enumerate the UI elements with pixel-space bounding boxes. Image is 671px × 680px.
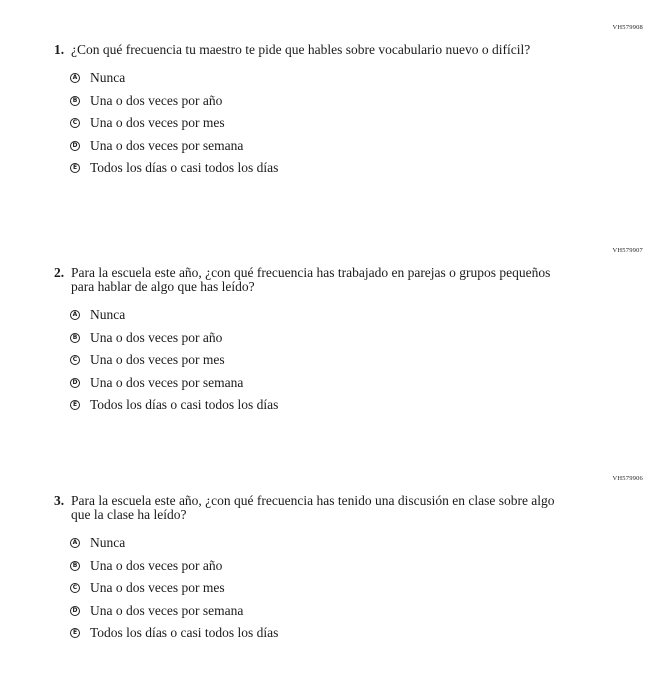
answer-label: Una o dos veces por mes bbox=[90, 580, 225, 596]
answer-option-c[interactable] bbox=[70, 577, 574, 600]
item-code: VH579907 bbox=[612, 247, 643, 254]
answer-bubble-d[interactable]: D bbox=[70, 378, 80, 388]
item-code: VH579908 bbox=[612, 24, 643, 31]
answer-bubble-e[interactable]: E bbox=[70, 628, 80, 638]
answer-option-a[interactable] bbox=[70, 532, 574, 555]
question-3 bbox=[54, 494, 574, 645]
answer-bubble-b[interactable]: B bbox=[70, 333, 80, 343]
question-2 bbox=[54, 266, 574, 417]
answer-bubble-a[interactable]: A bbox=[70, 310, 80, 320]
question-number: 2. bbox=[54, 265, 65, 280]
answer-bubble-d[interactable]: D bbox=[70, 606, 80, 616]
answer-option-e[interactable] bbox=[70, 622, 574, 645]
answer-options bbox=[70, 304, 574, 417]
answer-option-a[interactable] bbox=[70, 304, 574, 327]
answer-option-d[interactable] bbox=[70, 600, 574, 623]
answer-bubble-c[interactable]: C bbox=[70, 583, 80, 593]
answer-bubble-c[interactable]: C bbox=[70, 118, 80, 128]
question-number: 3. bbox=[54, 493, 65, 508]
answer-label: Una o dos veces por mes bbox=[90, 352, 225, 368]
answer-label: Nunca bbox=[90, 307, 126, 323]
answer-label: Una o dos veces por semana bbox=[90, 602, 244, 618]
item-code: VH579906 bbox=[612, 475, 643, 482]
question-text: Para la escuela este año, ¿con qué frecuencia has trabajado en parejas o grupos pequeños para hablar de algo que has leído? bbox=[71, 265, 551, 294]
answer-option-d[interactable] bbox=[70, 372, 574, 395]
answer-bubble-a[interactable]: A bbox=[70, 73, 80, 83]
answer-label: Nunca bbox=[90, 70, 126, 86]
answer-option-b[interactable] bbox=[70, 90, 574, 113]
answer-options bbox=[70, 67, 574, 180]
answer-bubble-d[interactable]: D bbox=[70, 141, 80, 151]
answer-option-b[interactable] bbox=[70, 555, 574, 578]
answer-label: Una o dos veces por año bbox=[90, 329, 223, 345]
answer-option-a[interactable] bbox=[70, 67, 574, 90]
answer-bubble-e[interactable]: E bbox=[70, 400, 80, 410]
answer-label: Una o dos veces por año bbox=[90, 92, 223, 108]
answer-label: Una o dos veces por semana bbox=[90, 137, 244, 153]
answer-option-e[interactable] bbox=[70, 394, 574, 417]
answer-bubble-b[interactable]: B bbox=[70, 96, 80, 106]
answer-option-d[interactable] bbox=[70, 135, 574, 158]
answer-label: Todos los días o casi todos los días bbox=[90, 397, 279, 413]
answer-options bbox=[70, 532, 574, 645]
answer-label: Una o dos veces por año bbox=[90, 557, 223, 573]
question-1 bbox=[54, 43, 574, 180]
answer-label: Una o dos veces por mes bbox=[90, 115, 225, 131]
answer-label: Todos los días o casi todos los días bbox=[90, 625, 279, 641]
answer-bubble-b[interactable]: B bbox=[70, 561, 80, 571]
answer-option-c[interactable] bbox=[70, 349, 574, 372]
answer-label: Una o dos veces por semana bbox=[90, 374, 244, 390]
answer-option-c[interactable] bbox=[70, 112, 574, 135]
answer-label: Todos los días o casi todos los días bbox=[90, 160, 279, 176]
question-text: ¿Con qué frecuencia tu maestro te pide que hables sobre vocabulario nuevo o difícil? bbox=[71, 42, 531, 57]
answer-bubble-e[interactable]: E bbox=[70, 163, 80, 173]
answer-bubble-c[interactable]: C bbox=[70, 355, 80, 365]
question-number: 1. bbox=[54, 42, 65, 57]
answer-label: Nunca bbox=[90, 535, 126, 551]
answer-option-e[interactable] bbox=[70, 157, 574, 180]
answer-option-b[interactable] bbox=[70, 327, 574, 350]
question-text: Para la escuela este año, ¿con qué frecuencia has tenido una discusión en clase sobre algo que la clase ha leído? bbox=[71, 493, 555, 522]
answer-bubble-a[interactable]: A bbox=[70, 538, 80, 548]
